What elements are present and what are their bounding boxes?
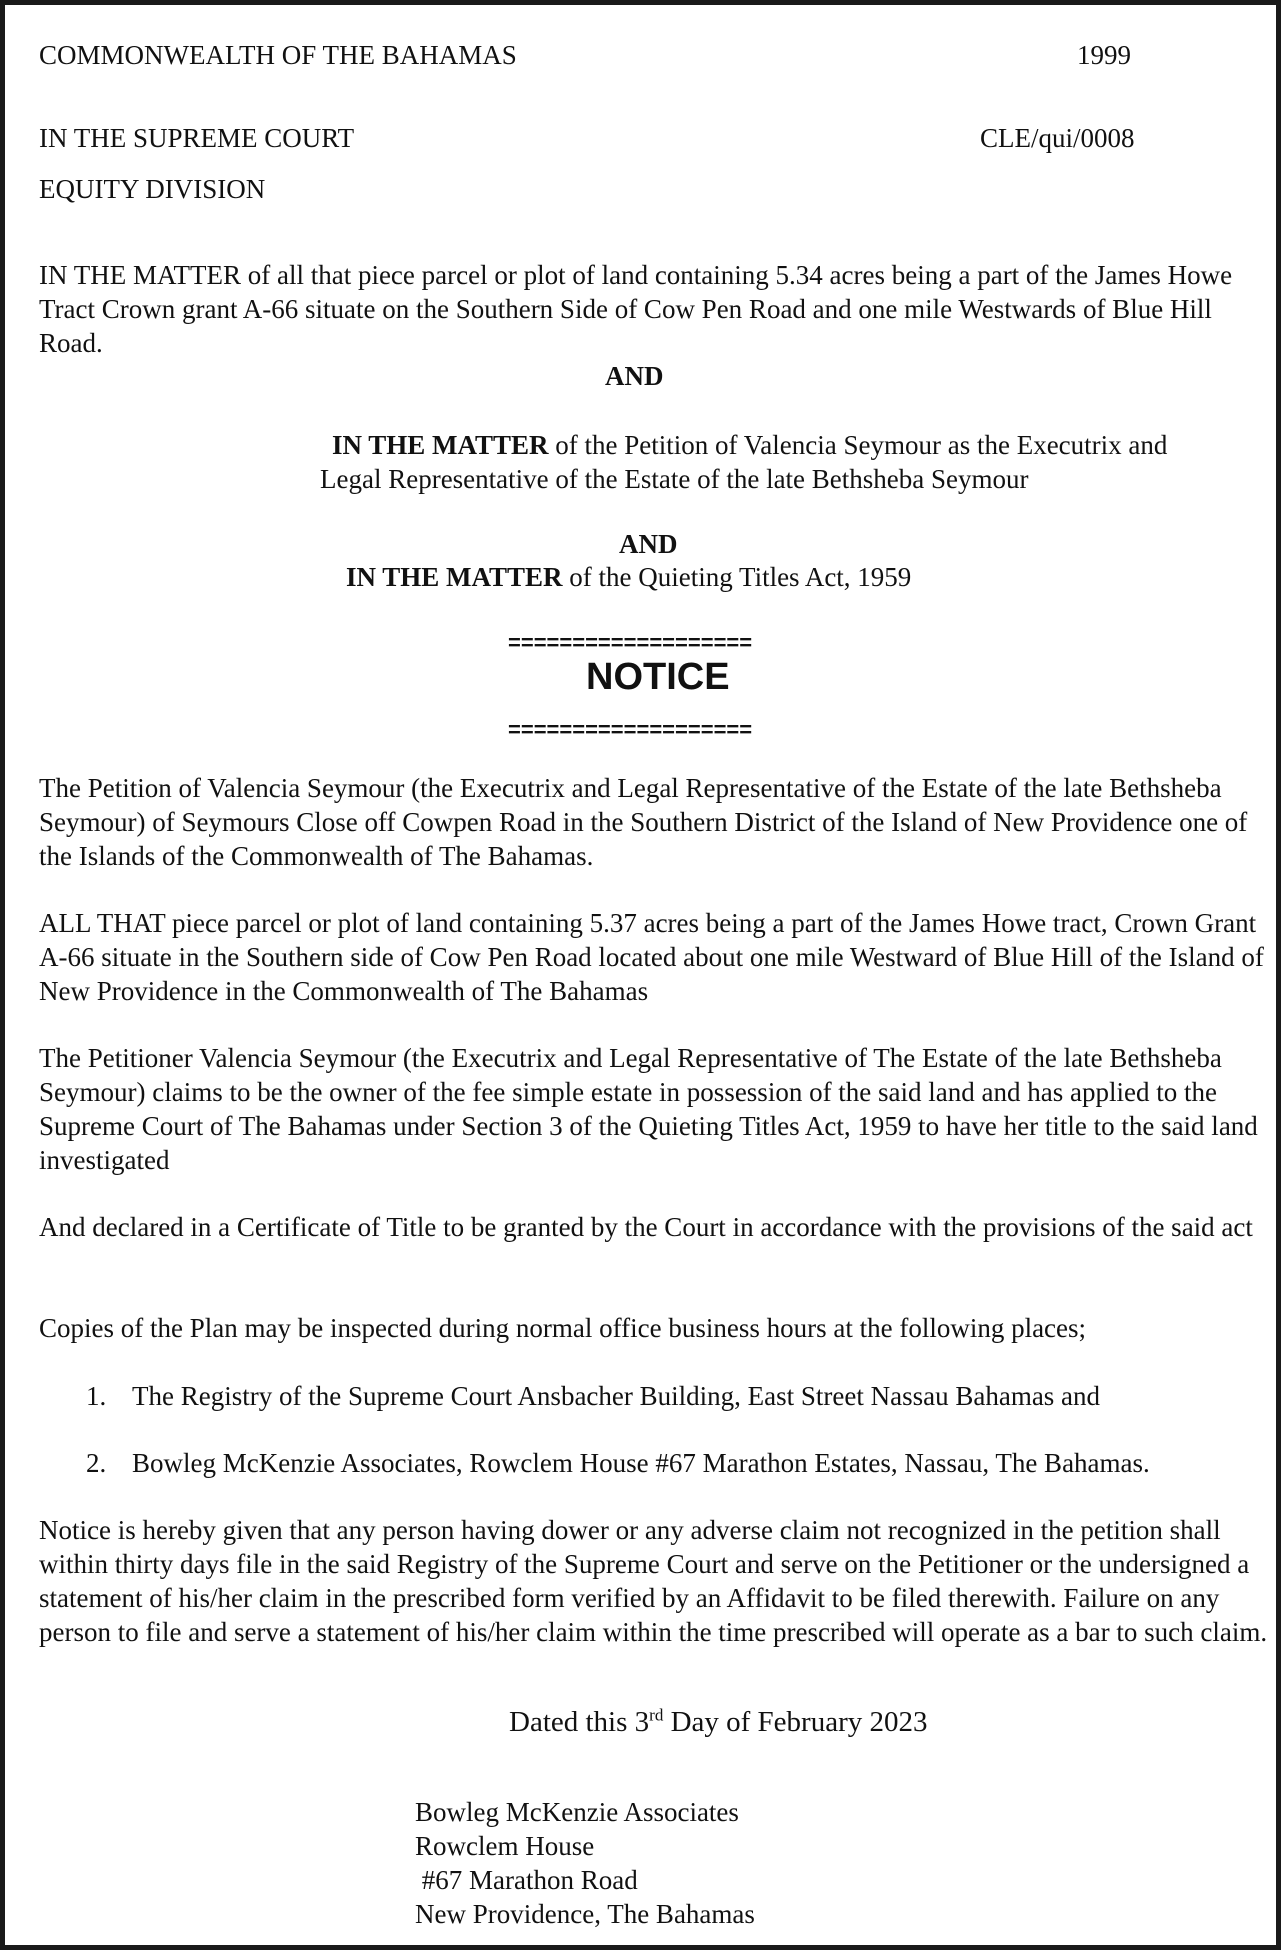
- rule-top: ===================: [508, 630, 753, 655]
- petition-paragraph: The Petition of Valencia Seymour (the Executrix and Legal Representative of the Estate of the late Bethsheba Seymour) of Seymours Close off Cowpen Road in the Southern District of the Island of New Providence one of the Islands of the Commonwealth of The Bahamas.: [39, 773, 1248, 871]
- matter-petition-text: of the Petition of Valencia Seymour as the Executrix and: [555, 430, 1168, 460]
- list-item: [86, 1446, 106, 1480]
- copies-paragraph: Copies of the Plan may be inspected during normal office business hours at the following places;: [39, 1313, 1087, 1343]
- division-heading: EQUITY DIVISION: [39, 174, 266, 204]
- signature-line-firm: Bowleg McKenzie Associates: [415, 1797, 739, 1827]
- and-label: AND: [619, 529, 678, 559]
- legal-notice-document: [10, 10, 1281, 1950]
- rule-bottom: ===================: [508, 717, 753, 742]
- signature-line-road: #67 Marathon Road: [415, 1865, 638, 1895]
- and-separator-2: [619, 527, 678, 561]
- dated-line: [509, 1705, 928, 1739]
- list-number: 1.: [86, 1381, 107, 1411]
- list-item-text: Bowleg McKenzie Associates, Rowclem House #67 Marathon Estates, Nassau, The Bahamas.: [132, 1448, 1150, 1478]
- signature-line-house: Rowclem House: [415, 1831, 595, 1861]
- and-label: AND: [605, 361, 664, 391]
- petitioner-claim-paragraph: The Petitioner Valencia Seymour (the Executrix and Legal Representative of The Estate of the late Bethsheba Seymour) claims to be the owner of the fee simple estate in possession of the said land and has applied to the Supreme Court of The Bahamas under Section 3 of the Quieting Titles Act, 1959 to have her title to the said land investigated: [39, 1043, 1258, 1175]
- year: 1999: [1077, 40, 1131, 70]
- dated-suffix: Day of February 2023: [663, 1706, 928, 1738]
- court-heading: IN THE SUPREME COURT: [39, 123, 355, 153]
- adverse-claim-paragraph: Notice is hereby given that any person having dower or any adverse claim not recognized in the petition shall within thirty days file in the said Registry of the Supreme Court and serve on the Petitioner or the undersigned a statement of his/her claim in the prescribed form verified by an Affidavit to be filed therewith. Failure on any person to file and serve a statement of his/her claim within the time prescribed will operate as a bar to such claim.: [39, 1515, 1268, 1647]
- matter-petition-line2: Legal Representative of the Estate of the late Bethsheba Seymour: [320, 464, 1029, 494]
- notice-title: NOTICE: [586, 656, 730, 698]
- matter-bold-label: IN THE MATTER: [332, 430, 549, 460]
- and-separator-1: [605, 359, 664, 393]
- dated-ordinal: rd: [649, 1705, 664, 1725]
- commonwealth-heading: COMMONWEALTH OF THE BAHAMAS: [39, 40, 517, 70]
- signature-line-location: New Providence, The Bahamas: [415, 1899, 755, 1929]
- list-item-text: The Registry of the Supreme Court Ansbacher Building, East Street Nassau Bahamas and: [132, 1381, 1101, 1411]
- matter-act-line: [346, 560, 911, 594]
- list-number: 2.: [86, 1448, 107, 1478]
- matter-petition-line1: [332, 428, 1167, 462]
- case-number: CLE/qui/0008: [980, 123, 1135, 153]
- certificate-paragraph: And declared in a Certificate of Title to be granted by the Court in accordance with the provisions of the said act: [39, 1212, 1253, 1242]
- matter-land-paragraph: IN THE MATTER of all that piece parcel or plot of land containing 5.34 acres being a part of the James Howe Tract Crown grant A-66 situate on the Southern Side of Cow Pen Road and one mile Westwards of Blue Hill Road.: [39, 260, 1233, 358]
- matter-act-text: of the Quieting Titles Act, 1959: [569, 562, 912, 592]
- matter-bold-label: IN THE MATTER: [346, 562, 563, 592]
- land-description-paragraph: ALL THAT piece parcel or plot of land containing 5.37 acres being a part of the James Howe tract, Crown Grant A-66 situate in the Southern side of Cow Pen Road located about one mile Westward of Blue Hill of the Island of New Providence in the Commonwealth of The Bahamas: [39, 908, 1264, 1006]
- list-item: [86, 1379, 106, 1413]
- dated-prefix: Dated this 3: [509, 1706, 650, 1738]
